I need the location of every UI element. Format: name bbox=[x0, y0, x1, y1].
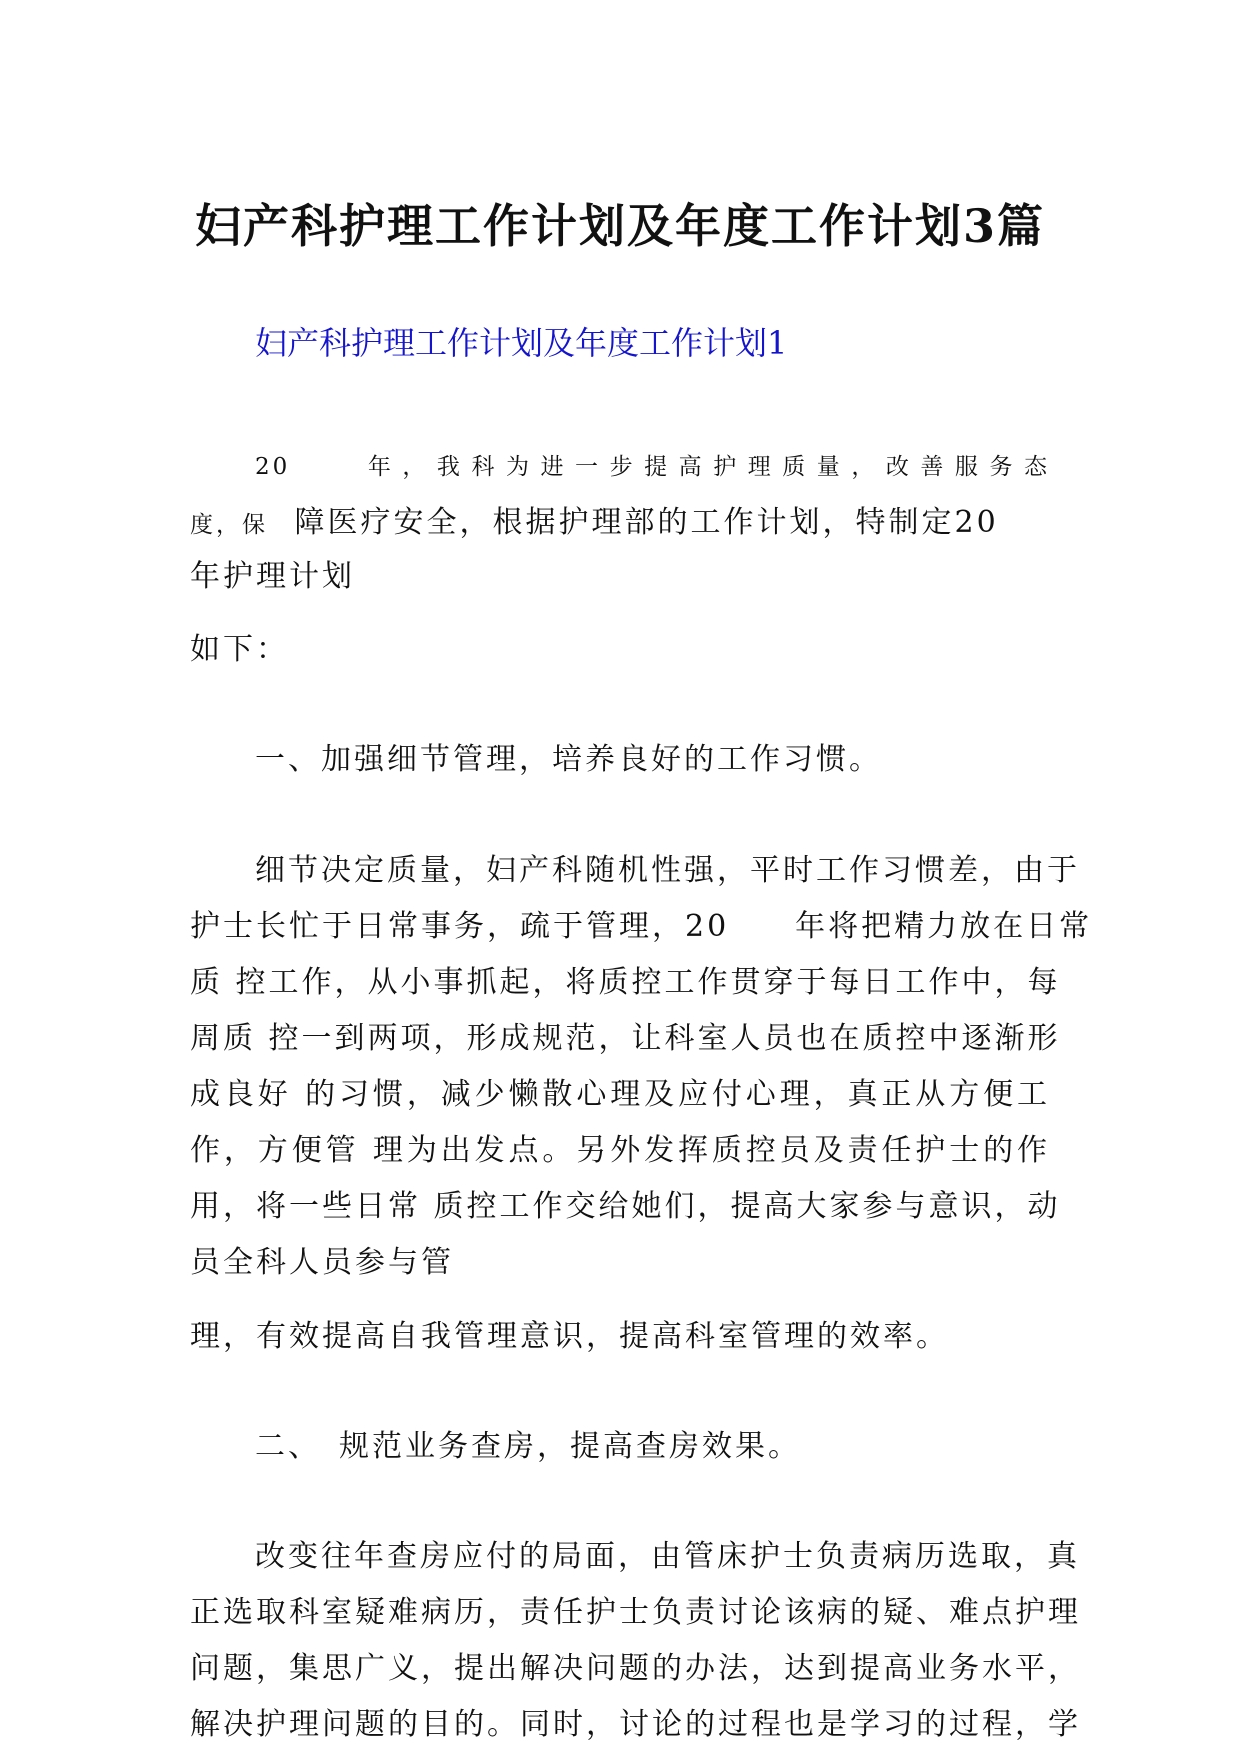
paragraph-line: 理，有效提高自我管理意识，提高科室管理的效率。 bbox=[190, 1319, 949, 1354]
paragraph-line: 成良好 的习惯，减少懒散心理及应付心理，真正从方便工 bbox=[190, 1077, 1050, 1112]
paragraph-line: 周质 控一到两项，形成规范，让科室人员也在质控中逐渐形 bbox=[190, 1021, 1061, 1056]
paragraph-line: 细节决定质量，妇产科随机性强，平时工作习惯差，由于 bbox=[255, 853, 1080, 888]
section-title: 妇产科护理工作计划及年度工作计划1 bbox=[255, 324, 788, 362]
section-heading: 二、 规范业务查房，提高查房效果。 bbox=[255, 1429, 801, 1464]
paragraph-line: 用，将一些日常 质控工作交给她们，提高大家参与意识，动 bbox=[190, 1189, 1061, 1224]
paragraph-line-rest: 障医疗安全，根据护理部的工作计划，特制定20 bbox=[294, 505, 999, 540]
paragraph-line: 年护理计划 bbox=[190, 559, 355, 594]
paragraph-line: 如下： bbox=[190, 632, 289, 667]
paragraph-line-small: 度，保 bbox=[190, 512, 268, 538]
paragraph-line: 问题，集思广义，提出解决问题的办法，达到提高业务水平， bbox=[190, 1651, 1081, 1686]
section-heading: 一、加强细节管理，培养良好的工作习惯。 bbox=[255, 742, 882, 777]
paragraph-line: 改变往年查房应付的局面，由管床护士负责病历选取，真 bbox=[255, 1539, 1080, 1574]
paragraph-line: 20 年，我科为进一步提高护理质量，改善服务态 bbox=[255, 454, 1050, 480]
paragraph-line: 作，方便管 理为出发点。另外发挥质控员及责任护士的作 bbox=[190, 1133, 1050, 1168]
paragraph-line: 质 控工作，从小事抓起，将质控工作贯穿于每日工作中，每 bbox=[190, 965, 1061, 1000]
paragraph-line: 员全科人员参与管 bbox=[190, 1245, 454, 1280]
paragraph-line: 正选取科室疑难病历，责任护士负责讨论该病的疑、难点护理 bbox=[190, 1595, 1081, 1630]
paragraph-line: 护士长忙于日常事务，疏于管理，20 年将把精力放在日常 bbox=[190, 909, 1093, 944]
paragraph-line bbox=[190, 497, 1050, 541]
paragraph-line: 解决护理问题的目的。同时，讨论的过程也是学习的过程，学 bbox=[190, 1707, 1081, 1742]
document-title: 妇产科护理工作计划及年度工作计划3篇 bbox=[194, 199, 1045, 253]
